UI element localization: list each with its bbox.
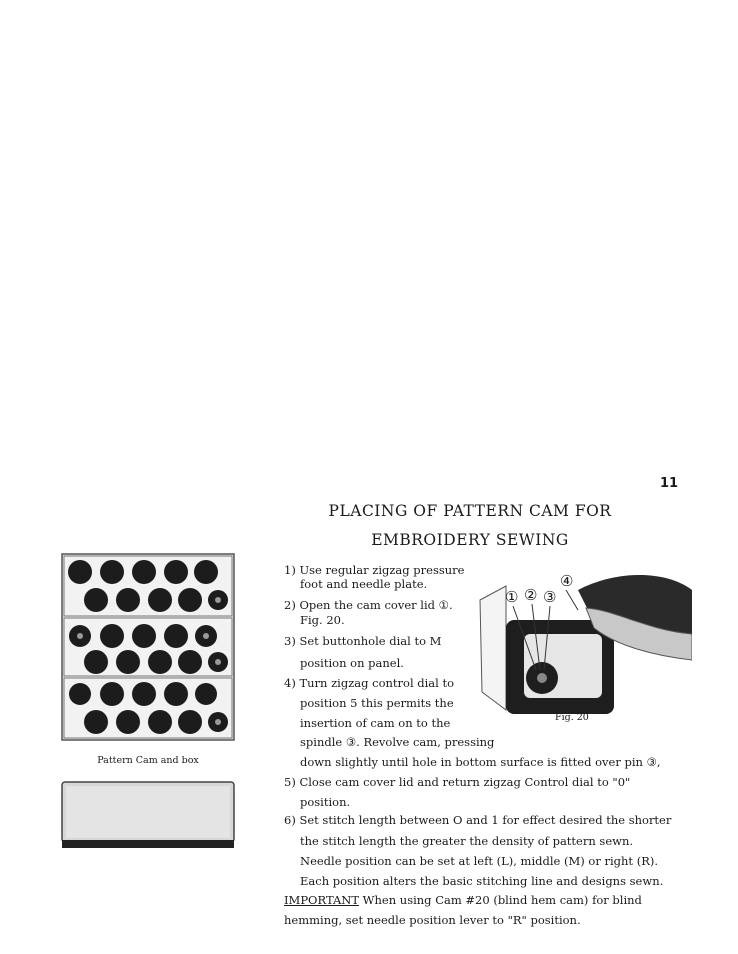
step-1-line-2: foot and needle plate. (300, 577, 428, 591)
important-line-1 (284, 895, 642, 907)
step-4-line-5: down slightly until hole in bottom surface is fitted over pin ③, (300, 755, 661, 769)
step-4-line-3: insertion of cam on to the (300, 716, 451, 730)
callout-2: ② (524, 586, 538, 604)
important-line-2: hemming, set needle position lever to "R" position. (284, 913, 581, 927)
step-5-line-1: 5) Close cam cover lid and return zigzag Control dial to "0" (284, 775, 631, 789)
title-line-2: EMBROIDERY SEWING (371, 531, 569, 549)
step-5-line-2: position. (300, 795, 351, 809)
callout-4: ④ (560, 572, 574, 590)
step-4-line-4: spindle ③. Revolve cam, pressing (300, 735, 495, 749)
important-label: IMPORTANT (284, 893, 360, 907)
callout-1: ① (505, 588, 519, 606)
cam-box-lid-image (60, 780, 236, 850)
step-6-line-3: Needle position can be set at left (L), middle (M) or right (R). (300, 854, 658, 868)
page-number: 11 (660, 476, 679, 491)
step-2-line-1: 2) Open the cam cover lid ①. (284, 598, 453, 612)
step-3-line-1: 3) Set buttonhole dial to M (284, 634, 442, 648)
step-1-line-1: 1) Use regular zigzag pressure (284, 563, 465, 577)
step-3-line-2: position on panel. (300, 656, 404, 670)
step-6-line-4: Each position alters the basic stitching line and designs sewn. (300, 874, 664, 888)
important-text: When using Cam #20 (blind hem cam) for blind (359, 893, 642, 907)
fig-20-caption: Fig. 20 (555, 712, 589, 723)
step-6-line-1: 6) Set stitch length between O and 1 for effect desired the shorter (284, 813, 672, 827)
fig-20-image (466, 570, 692, 720)
callout-3: ③ (543, 588, 557, 606)
title-line-1: PLACING OF PATTERN CAM FOR (328, 502, 612, 520)
pattern-cam-box-image (60, 552, 236, 742)
step-4-line-1: 4) Turn zigzag control dial to (284, 676, 455, 690)
pattern-cam-caption: Pattern Cam and box (97, 755, 199, 766)
step-2-line-2: Fig. 20. (300, 613, 345, 627)
step-4-line-2: position 5 this permits the (300, 696, 454, 710)
step-6-line-2: the stitch length the greater the density of pattern sewn. (300, 834, 634, 848)
